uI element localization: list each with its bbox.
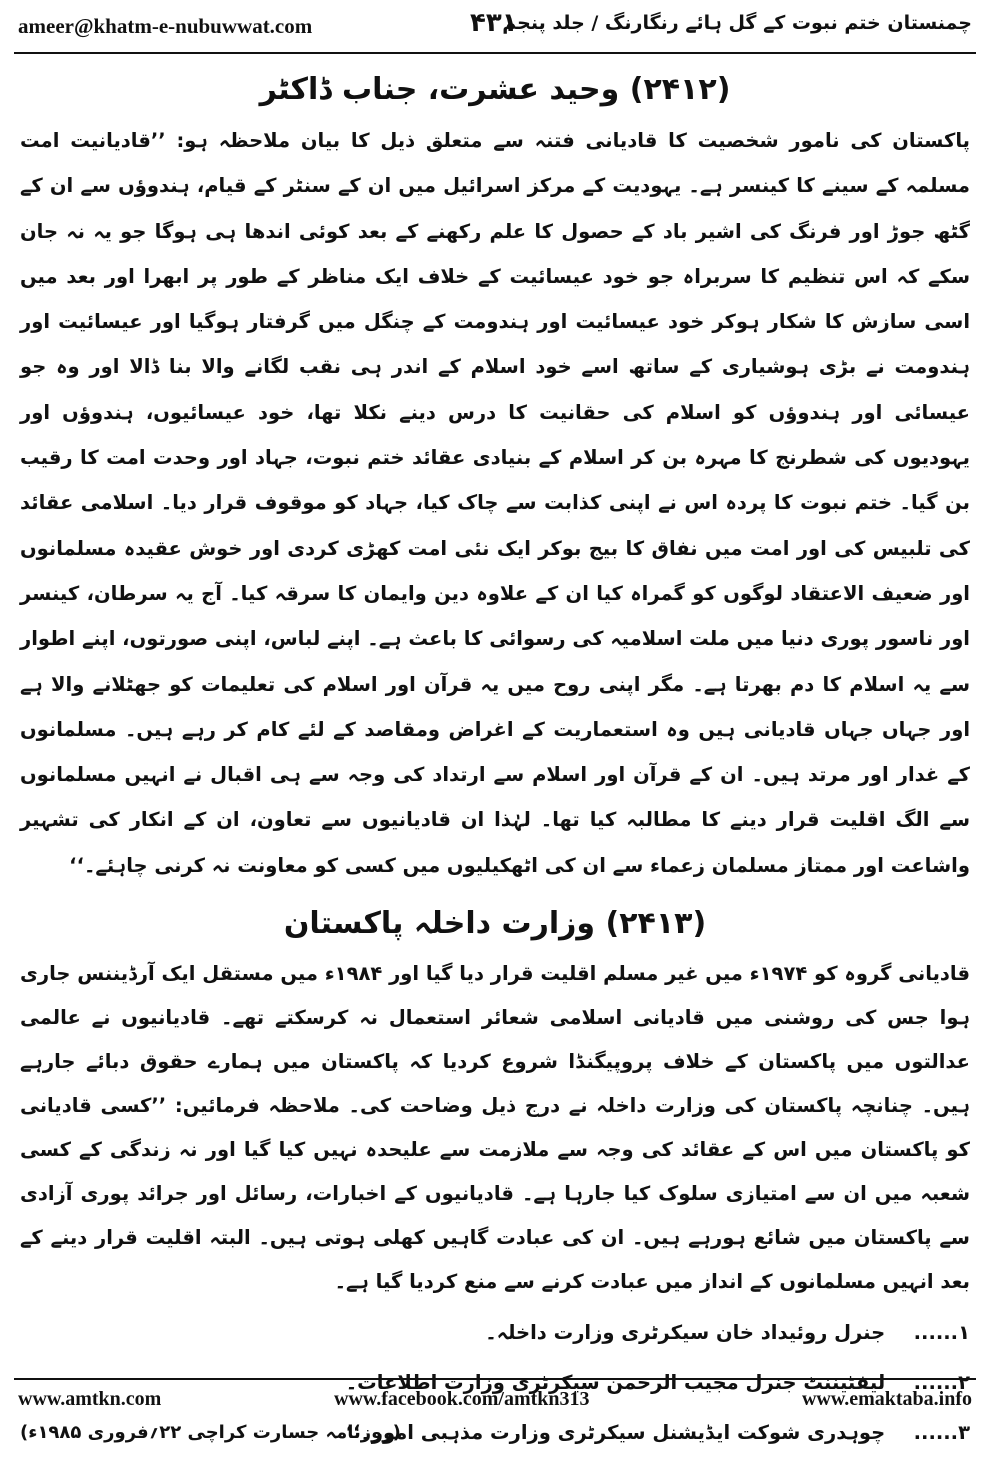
list-item-number: ۱...... — [913, 1321, 970, 1345]
footer-link-emaktaba[interactable]: www.emaktaba.info — [801, 1388, 972, 1410]
list-item-text: جنرل روئیداد خان سیکرٹری وزارت داخلہ۔ — [485, 1321, 886, 1345]
footer-rule — [14, 1378, 976, 1380]
section-heading-2412: (۲۴۱۲) وحید عشرت، جناب ڈاکٹر — [259, 72, 731, 107]
section-heading-2413: (۲۴۱۳) وزارت داخلہ پاکستان — [283, 906, 707, 942]
footer-link-amtkn[interactable]: www.amtkn.com — [18, 1388, 162, 1410]
footer-link-facebook[interactable]: www.facebook.com/amtkn313 — [334, 1388, 590, 1410]
list-item-number: ۳...... — [913, 1421, 970, 1445]
list-item-number: ۲...... — [913, 1371, 970, 1395]
book-title: چمنستان ختم نبوت کے گل ہائے رنگارنگ / جلد پنجم — [502, 12, 972, 34]
list-item-text: چوہدری شوکت ایڈیشنل سیکرٹری وزارت مذہبی امور۔‘‘ — [345, 1421, 886, 1445]
page-header — [0, 0, 990, 56]
header-email: ameer@khatm-e-nubuwwat.com — [18, 14, 313, 38]
page-footer — [0, 1384, 990, 1414]
header-rule — [14, 52, 976, 54]
source-citation: (روزنامہ جسارت کراچی ۲۲؍فروری ۱۹۸۵ء) — [20, 1422, 401, 1444]
page-number: ۴۳۱ — [470, 8, 518, 38]
section-body-2413: قادیانی گروہ کو ۱۹۷۴ء میں غیر مسلم اقلیت قرار دیا گیا اور ۱۹۸۴ء میں مستقل ایک آرڈیننس جاری ہوا جس کی روشنی میں قادیانی اسلامی شعائر استعمال نہ کرسکتے تھے۔ قادیانیوں نے عالمی عدالتوں میں پاکستان کے خلاف پروپیگنڈا شروع کردیا کہ پاکستان میں ہمارے حقوق دبائے جارہے ہیں۔ چنانچہ پاکستان کی وزارت داخلہ نے درج ذیل وضاحت کی۔ ملاحظہ فرمائیں: ’’کسی قادیانی کو پاکستان میں اس کے عقائد کی وجہ سے ملازمت سے علیحدہ نہیں کیا گیا اور نہ زندگی کے کسی شعبہ میں ان سے امتیازی سلوک کیا جارہا ہے۔ قادیانیوں کے اخبارات، رسائل اور جرائد پوری آزادی سے پاکستان میں شائع ہورہے ہیں۔ ان کی عبادت گاہیں کھلی ہوتی ہیں۔ البتہ اقلیت قرار دینے کے بعد انہیں مسلمانوں کے انداز میں عبادت کرنے سے منع کردیا گیا ہے۔ — [20, 962, 970, 1294]
list-item — [20, 1308, 970, 1358]
list-item — [20, 1408, 970, 1458]
section-body-2412: پاکستان کی نامور شخصیت کا قادیانی فتنہ سے متعلق ذیل کا بیان ملاحظہ ہو: ’’قادیانیت امت مسلمہ کے سینے کا کینسر ہے۔ یہودیت کے مرکز اسرائیل میں ان کے سنٹر کے قیام، ہندوؤں سے ان کے گٹھ جوڑ اور فرنگ کی اشیر باد کے حصول کا علم رکھنے کے بعد کوئی اندھا ہی ہوگا جو یہ نہ جان سکے کہ اس تنظیم کا سربراہ جو خود عیسائیت کے خلاف ایک مناظر کے طور پر ابھرا اور بعد میں اسی سازش کا شکار ہوکر خود عیسائیت اور ہندومت کے چنگل میں گرفتار ہوگیا اور عیسائیت اور ہندومت نے بڑی ہوشیاری کے ساتھ اسے خود اسلام کے اندر ہی نقب لگانے والا بنا ڈالا اور وہ جو عیسائی اور ہندوؤں کو اسلام کی حقانیت کا درس دینے نکلا تھا، خود عیسائیوں، ہندوؤں اور یہودیوں کی شطرنج کا مہرہ بن کر اسلام کے بنیادی عقائد ختم نبوت، جہاد اور وحدت امت کا رقیب بن گیا۔ ختم نبوت کا پردہ اس نے اپنی کذابت سے چاک کیا، جہاد کو موقوف قرار دیا۔ اسلامی عقائد کی تلبیس کی اور امت میں نفاق کا بیج بوکر ایک نئی امت کھڑی کردی اور خوش عقیدہ مسلمانوں اور ضعیف الاعتقاد لوگوں کو گمراہ کیا ان کے علاوہ دین وایمان کا سرقہ کیا۔ آج یہ سرطان، کینسر اور ناسور پوری دنیا میں ملت اسلامیہ کی رسوائی کا باعث ہے۔ اپنے لباس، اپنی صورتوں، اپنے اطوار سے یہ اسلام کا دم بھرتا ہے۔ مگر اپنی روح میں یہ قرآن اور اسلام کی تعلیمات کو جھٹلانے والا ہے اور جہاں جہاں قادیانی ہیں وہ استعماریت کے اغراض ومقاصد کے لئے کام کر رہے ہیں۔ مسلمانوں کے غدار اور مرتد ہیں۔ ان کے قرآن اور اسلام سے ارتداد کی وجہ سے ہی اقبال نے انہیں مسلمانوں سے الگ اقلیت قرار دینے کا مطالبہ کیا تھا۔ لہٰذا ان قادیانیوں سے تعاون، ان کے انکار کی تشہیر واشاعت اور ممتاز مسلمان زعماء سے ان کی اٹھکیلیوں میں کسی کو معاونت نہ کرنی چاہئے۔‘‘ — [20, 129, 970, 877]
list-item-text: لیفٹیننٹ جنرل مجیب الرحمن سیکرٹری وزارت اطلاعات۔ — [345, 1371, 886, 1395]
